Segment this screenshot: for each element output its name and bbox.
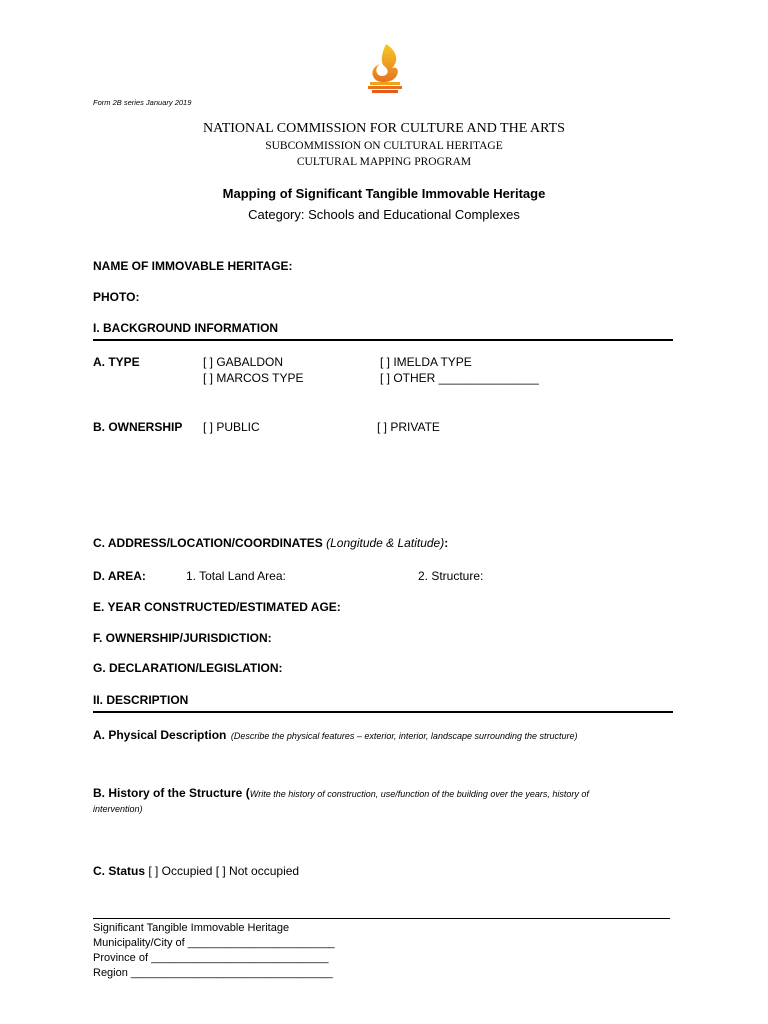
physical-description-note: (Describe the physical features – exterior, interior, landscape surrounding the structure) [230,731,578,741]
address-label [93,536,448,550]
status-options[interactable]: [ ] Occupied [ ] Not occupied [145,864,300,878]
org-name: NATIONAL COMMISSION FOR CULTURE AND THE ARTS [203,121,565,136]
ownership-option-public[interactable]: [ ] PUBLIC [203,420,260,434]
jurisdiction-label: F. OWNERSHIP/JURISDICTION: [93,631,272,645]
history-label: B. History of the Structure [93,786,243,800]
program-name: CULTURAL MAPPING PROGRAM [296,156,472,168]
history-note-line2: intervention) [93,804,143,814]
flame-icon [362,42,408,96]
status-row [93,862,299,880]
history-note-line1: Write the history of construction, use/function of the building over the years, history of [249,789,589,799]
ownership-option-private[interactable]: [ ] PRIVATE [377,420,440,434]
name-field-label: NAME OF IMMOVABLE HERITAGE: [93,259,293,273]
address-colon: : [444,536,449,550]
address-note: (Longitude & Latitude) [326,536,445,550]
status-label: C. Status [93,864,146,878]
ownership-label: B. OWNERSHIP [93,420,183,434]
footer-region: Region _________________________________ [93,967,333,979]
section2-divider [93,711,673,713]
section1-divider [93,339,673,341]
section2-heading: II. DESCRIPTION [93,693,189,707]
form-number: Form 2B series January 2019 [93,98,192,107]
area-structure: 2. Structure: [418,569,484,583]
physical-description-label: A. Physical Description [93,728,227,742]
type-option-marcos[interactable]: [ ] MARCOS TYPE [203,371,304,385]
footer-province: Province of _____________________________ [93,952,329,964]
type-label: A. TYPE [93,355,140,369]
type-option-imelda[interactable]: [ ] IMELDA TYPE [380,355,472,369]
photo-field-label: PHOTO: [93,290,140,304]
document-title: Mapping of Significant Tangible Immovable Heritage [222,186,546,201]
document-category: Category: Schools and Educational Complexes [248,207,520,222]
history-paren: ( [242,786,250,800]
ncca-logo [362,42,408,96]
area-total-land: 1. Total Land Area: [186,569,286,583]
year-constructed-label: E. YEAR CONSTRUCTED/ESTIMATED AGE: [93,600,341,614]
footer-divider [93,918,670,919]
subcommission-name: SUBCOMMISSION ON CULTURAL HERITAGE [265,140,503,152]
type-option-other[interactable]: [ ] OTHER _______________ [380,371,539,385]
area-label: D. AREA: [93,569,146,583]
address-label-text: C. ADDRESS/LOCATION/COORDINATES [93,536,327,550]
footer-municipality: Municipality/City of ________________________ [93,937,335,949]
declaration-label: G. DECLARATION/LEGISLATION: [93,661,283,675]
physical-description [93,726,683,744]
history-structure [93,784,683,802]
type-option-gabaldon[interactable]: [ ] GABALDON [203,355,284,369]
section1-heading: I. BACKGROUND INFORMATION [93,321,279,335]
footer-heritage: Significant Tangible Immovable Heritage [93,922,290,934]
